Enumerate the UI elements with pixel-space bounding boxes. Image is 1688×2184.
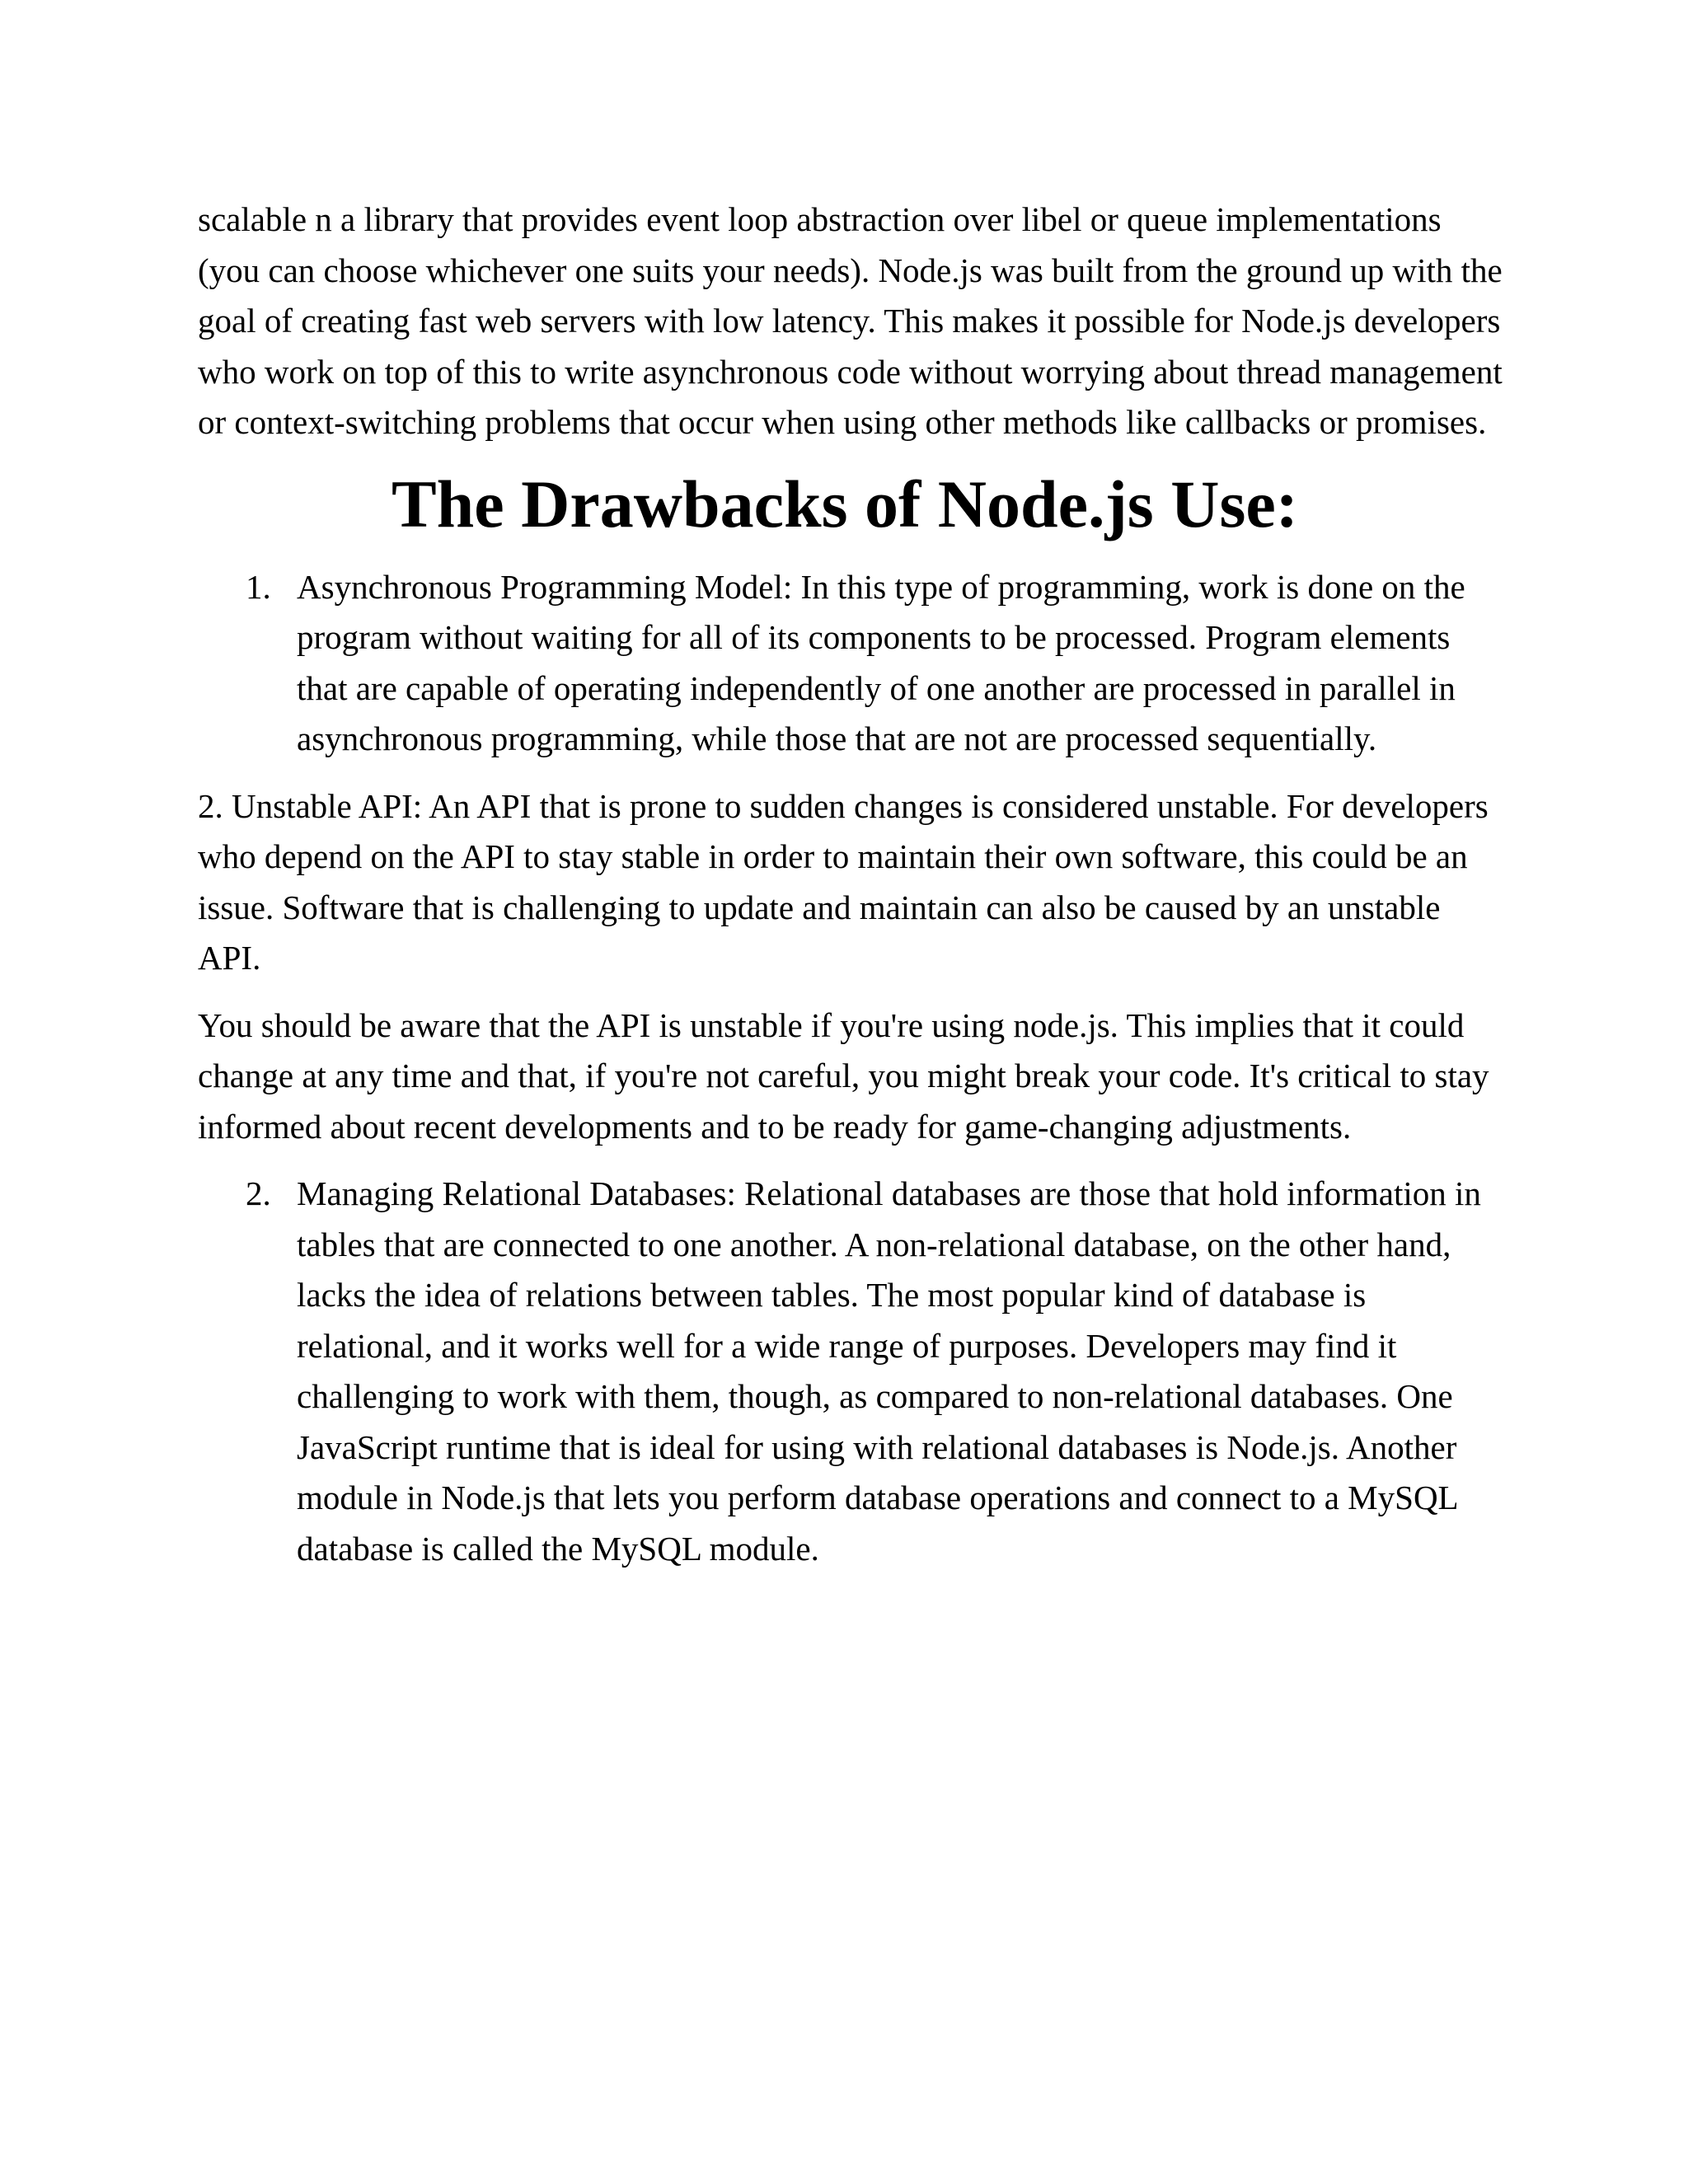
document-page <box>198 194 1508 1574</box>
list-item-relational-databases <box>198 1169 1508 1574</box>
list-number: 1. <box>246 567 271 606</box>
drawbacks-list-2 <box>198 1169 1508 1574</box>
list-item-async-programming <box>198 562 1508 765</box>
drawbacks-list-1 <box>198 562 1508 765</box>
unstable-api-paragraph: 2. Unstable API: An API that is prone to sudden changes is considered unstable. For developers who depend on the API to stay stable in order to maintain their own software, this could be an issue. Software that is challenging to update and maintain can also be caused by an unstable API. <box>198 786 1489 977</box>
api-awareness-paragraph: You should be aware that the API is unstable if you're using node.js. This implies that it could change at any time and that, if you're not careful, you might break your code. It's critical to stay informed about recent developments and to be ready for game-changing adjustments. <box>198 1005 1489 1146</box>
list-number: 2. <box>246 1174 271 1212</box>
section-heading: The Drawbacks of Node.js Use: <box>391 466 1299 541</box>
list-item-text: Asynchronous Programming Model: In this type of programming, work is done on the program without waiting for all of its components to be processed. Program elements that are capable of operating independently of one another are processed in parallel in asynchronous programming, while those that are not are processed sequentially. <box>297 567 1465 757</box>
list-item-text: Managing Relational Databases: Relational databases are those that hold information in tables that are connected to one another. A non-relational database, on the other hand, lacks the idea of relations between tables. The most popular kind of database is relational, and it works well for a wide range of purposes. Developers may find it challenging to work with them, though, as compared to non-relational databases. One JavaScript runtime that is ideal for using with relational databases is Node.js. Another module in Node.js that lets you perform database operations and connect to a MySQL database is called the MySQL module. <box>297 1174 1481 1568</box>
intro-paragraph: scalable n a library that provides event loop abstraction over libel or queue implementations (you can choose whichever one suits your needs). Node.js was built from the ground up with the goal of creating fast web servers with low latency. This makes it possible for Node.js developers who work on top of this to write asynchronous code without worrying about thread management or context-switching problems that occur when using other methods like callbacks or promises. <box>198 200 1503 441</box>
